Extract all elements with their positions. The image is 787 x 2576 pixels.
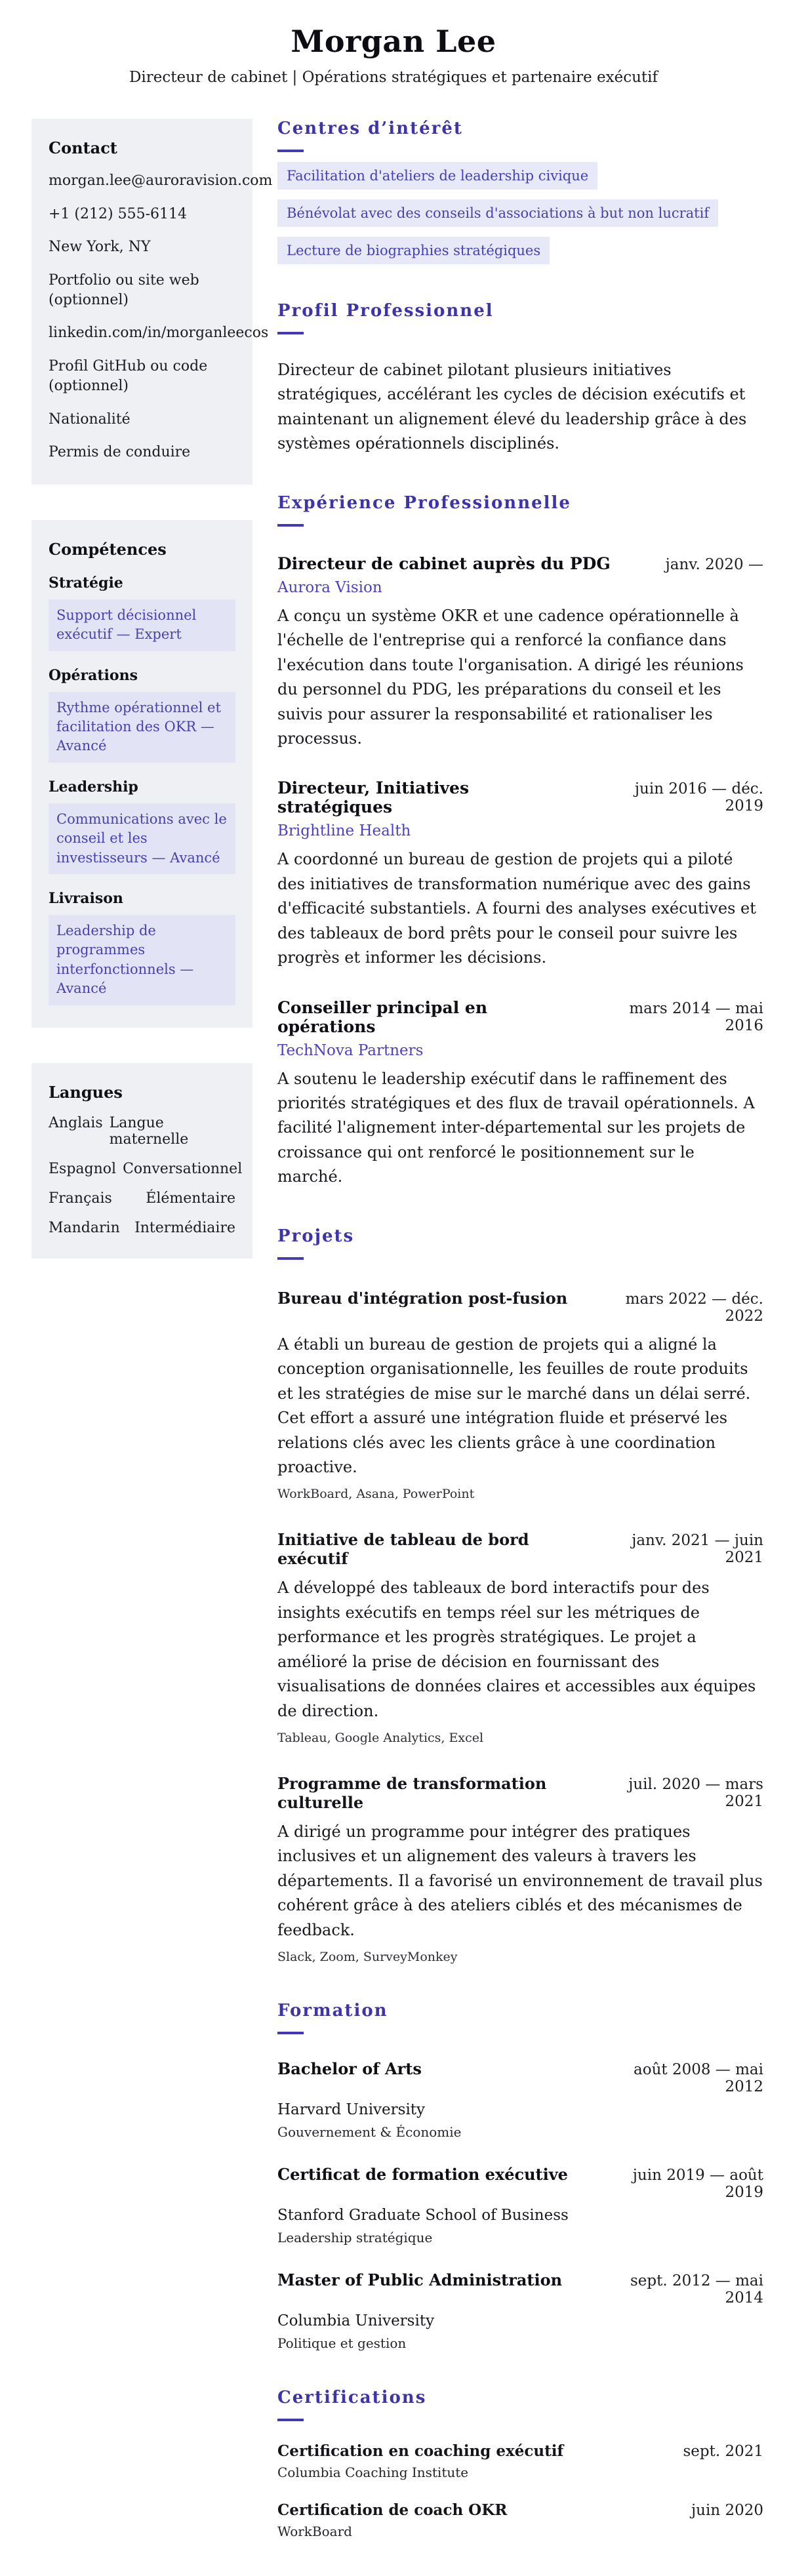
interest-tag: Bénévolat avec des conseils d'associations à but non lucratif: [277, 199, 718, 227]
education-dates: sept. 2012 — mai 2014: [630, 2272, 763, 2307]
skill-tag: Communications avec le conseil et les investisseurs — Avancé: [49, 803, 235, 874]
job-company: TechNova Partners: [277, 1041, 424, 1059]
language-row: [49, 1115, 235, 1148]
job-title: Directeur, Initiatives stratégiques: [277, 778, 470, 817]
project-tools: WorkBoard, Asana, PowerPoint: [277, 1487, 475, 1502]
contact-driver-license: Permis de conduire: [49, 444, 191, 461]
contact-location: New York, NY: [49, 239, 151, 256]
job-title-row: [277, 554, 763, 573]
certification-title-row: [277, 2442, 763, 2460]
certification-entry: [277, 2501, 763, 2539]
contact-phone: +1 (212) 555-6114: [49, 205, 187, 222]
job-entry: [277, 998, 763, 1190]
degree: Master of Public Administration: [277, 2270, 563, 2290]
project-entry: [277, 1774, 763, 1964]
skill-category: Leadership: [49, 778, 138, 795]
heading-rule: [277, 150, 304, 152]
project-title: Programme de transformation culturelle: [277, 1774, 547, 1812]
education-entry: [277, 2059, 763, 2140]
skills-section: [31, 520, 252, 1028]
profile-text: Directeur de cabinet pilotant plusieurs initiatives stratégiques, accélérant les cycles de décision exécutifs et maintenant un alignement élevé du leadership grâce à des systèmes opérationnels disciplinés.: [277, 361, 747, 453]
language-row: [49, 1160, 243, 1177]
project-title-row: [277, 1774, 763, 1812]
school: Stanford Graduate School of Business: [277, 2207, 569, 2224]
interest-tag: Facilitation d'ateliers de leadership civique: [277, 162, 597, 190]
heading-rule: [277, 524, 304, 527]
languages-heading: Langues: [49, 1082, 123, 1102]
education-dates: août 2008 — mai 2012: [634, 2061, 763, 2096]
certification-issuer: WorkBoard: [277, 2524, 352, 2540]
projects-section: [277, 1226, 763, 1964]
skill-group: [49, 890, 235, 1005]
language-level: Intermédiaire: [134, 1219, 235, 1236]
project-tools: Tableau, Google Analytics, Excel: [277, 1731, 484, 1745]
job-dates: janv. 2020 —: [665, 555, 763, 573]
sidebar: [31, 119, 273, 1294]
field-of-study: Leadership stratégique: [277, 2230, 433, 2246]
project-tools: Slack, Zoom, SurveyMonkey: [277, 1950, 458, 1965]
language-name: Français: [49, 1190, 112, 1207]
degree: Certificat de formation exécutive: [277, 2165, 568, 2184]
candidate-title: Directeur de cabinet | Opérations stratégiques et partenaire exécutif: [129, 69, 658, 86]
contact-portfolio: Portfolio ou site web (optionnel): [49, 272, 199, 308]
project-entry: [277, 1530, 763, 1745]
project-entry: [277, 1289, 763, 1502]
profile-heading: Profil Professionnel: [277, 301, 494, 321]
main-column: [277, 119, 763, 2576]
certification-title: Certification de coach OKR: [277, 2501, 508, 2520]
skill-tag: Support décisionnel exécutif — Expert: [49, 599, 235, 651]
job-description: A coordonné un bureau de gestion de projets qui a piloté des initiatives de transformation numérique avec des gains d'efficacité substantiels. A fourni des analyses exécutives et des tableaux de bord prêts pour le conseil pour suivre les progrès et informer les décisions.: [277, 850, 756, 967]
job-title-row: [277, 778, 763, 816]
project-description: A développé des tableaux de bord interactifs pour des insights exécutifs en temps réel sur les métriques de performance et les progrès stratégiques. Le projet a amélioré la prise de décision en fournissant des visualisations de données claires et accessibles aux équipes de direction.: [277, 1579, 756, 1720]
certification-dates: sept. 2021: [683, 2443, 763, 2461]
education-heading: Formation: [277, 2001, 388, 2021]
field-of-study: Gouvernement & Économie: [277, 2124, 462, 2141]
field-of-study: Politique et gestion: [277, 2335, 407, 2352]
contact-section: [31, 119, 273, 485]
job-dates: mars 2014 — mai 2016: [629, 999, 763, 1034]
education-title-row: [277, 2270, 763, 2306]
education-dates: juin 2019 — août 2019: [632, 2167, 763, 2202]
contact-heading: Contact: [49, 138, 117, 157]
education-entry: [277, 2270, 763, 2351]
contact-github: Profil GitHub ou code (optionnel): [49, 358, 208, 394]
skill-tag: Rythme opérationnel et facilitation des OKR — Avancé: [49, 692, 235, 763]
certifications-heading: Certifications: [277, 2388, 427, 2408]
resume-header: [0, 0, 787, 86]
job-description: A conçu un système OKR et une cadence opérationnelle à l'échelle de l'entreprise qui a renforcé la confiance dans l'exécution dans toute l'organisation. A dirigé les réunions du personnel du PDG, les préparations du conseil et les suivis pour assurer la responsabilité et rationaliser les processus.: [277, 606, 744, 748]
skill-category: Opérations: [49, 666, 138, 684]
certification-title-row: [277, 2501, 763, 2519]
heading-rule: [277, 2032, 304, 2034]
language-name: Anglais: [49, 1114, 103, 1131]
job-title: Directeur de cabinet auprès du PDG: [277, 553, 611, 573]
project-title: Bureau d'intégration post-fusion: [277, 1288, 568, 1308]
project-title-row: [277, 1289, 763, 1325]
job-description: A soutenu le leadership exécutif dans le raffinement des priorités stratégiques et des flux de travail opérationnels. A facilité l'alignement inter-départemental sur les projets de croissance qui ont renforcé le positionnement sur le marché.: [277, 1069, 755, 1186]
job-company: Brightline Health: [277, 822, 411, 840]
candidate-name: Morgan Lee: [291, 24, 496, 59]
school: Harvard University: [277, 2101, 426, 2119]
language-level: Conversationnel: [123, 1160, 243, 1177]
job-title-row: [277, 998, 763, 1036]
projects-heading: Projets: [277, 1226, 355, 1246]
skill-group: [49, 778, 235, 874]
contact-linkedin: linkedin.com/in/morganleecos: [49, 325, 269, 342]
contact-nationality: Nationalité: [49, 411, 131, 428]
language-level: Langue maternelle: [109, 1114, 189, 1148]
project-dates: juil. 2020 — mars 2021: [628, 1776, 763, 1810]
skill-category: Livraison: [49, 890, 123, 907]
certification-issuer: Columbia Coaching Institute: [277, 2465, 469, 2481]
education-title-row: [277, 2059, 763, 2095]
interests-heading: Centres d’intérêt: [277, 119, 463, 138]
degree: Bachelor of Arts: [277, 2059, 422, 2079]
job-entry: [277, 778, 763, 970]
experience-section: [277, 493, 763, 1190]
job-title: Conseiller principal en opérations: [277, 997, 488, 1036]
project-title: Initiative de tableau de bord exécutif: [277, 1530, 529, 1569]
profile-section: [277, 301, 763, 456]
language-name: Mandarin: [49, 1219, 120, 1236]
project-description: A établi un bureau de gestion de projets qui a aligné la conception organisationnelle, les feuilles de route produits et les stratégies de mise sur le marché dans un délai serré. Cet effort a assuré une intégration fluide et préservé les relations clés avec les clients grâce à une coordination proactive.: [277, 1335, 751, 1476]
school: Columbia University: [277, 2312, 435, 2330]
project-dates: janv. 2021 — juin 2021: [632, 1532, 763, 1567]
language-row: [49, 1220, 235, 1236]
heading-rule: [277, 1257, 304, 1260]
heading-rule: [277, 2419, 304, 2421]
contact-email: morgan.lee@auroravision.com: [49, 172, 273, 189]
languages-section: [31, 1063, 252, 1258]
certification-dates: juin 2020: [691, 2502, 763, 2520]
job-entry: [277, 554, 763, 752]
certification-title: Certification en coaching exécutif: [277, 2442, 564, 2461]
certification-entry: [277, 2442, 763, 2480]
language-level: Élémentaire: [146, 1190, 235, 1207]
interests-section: [277, 119, 763, 264]
language-row: [49, 1190, 235, 1207]
education-entry: [277, 2165, 763, 2245]
project-title-row: [277, 1530, 763, 1568]
skill-category: Stratégie: [49, 574, 123, 592]
language-name: Espagnol: [49, 1160, 117, 1177]
education-title-row: [277, 2165, 763, 2201]
heading-rule: [277, 332, 304, 334]
skill-group: [49, 667, 235, 763]
skill-group: [49, 574, 235, 651]
skills-heading: Compétences: [49, 539, 167, 559]
education-section: [277, 2001, 763, 2351]
project-dates: mars 2022 — déc. 2022: [625, 1290, 763, 1325]
resume-body: [0, 119, 787, 2576]
interest-tag: Lecture de biographies stratégiques: [277, 237, 550, 264]
job-company: Aurora Vision: [277, 578, 382, 596]
project-description: A dirigé un programme pour intégrer des pratiques inclusives et un alignement des valeurs à travers les départements. Il a favorisé un environnement de travail plus cohérent grâce à des ateliers ciblés et des mécanismes de feedback.: [277, 1822, 763, 1939]
job-dates: juin 2016 — déc. 2019: [634, 780, 763, 815]
skill-tag: Leadership de programmes interfonctionnels — Avancé: [49, 915, 235, 1005]
certifications-section: [277, 2388, 763, 2539]
experience-heading: Expérience Professionnelle: [277, 493, 571, 513]
